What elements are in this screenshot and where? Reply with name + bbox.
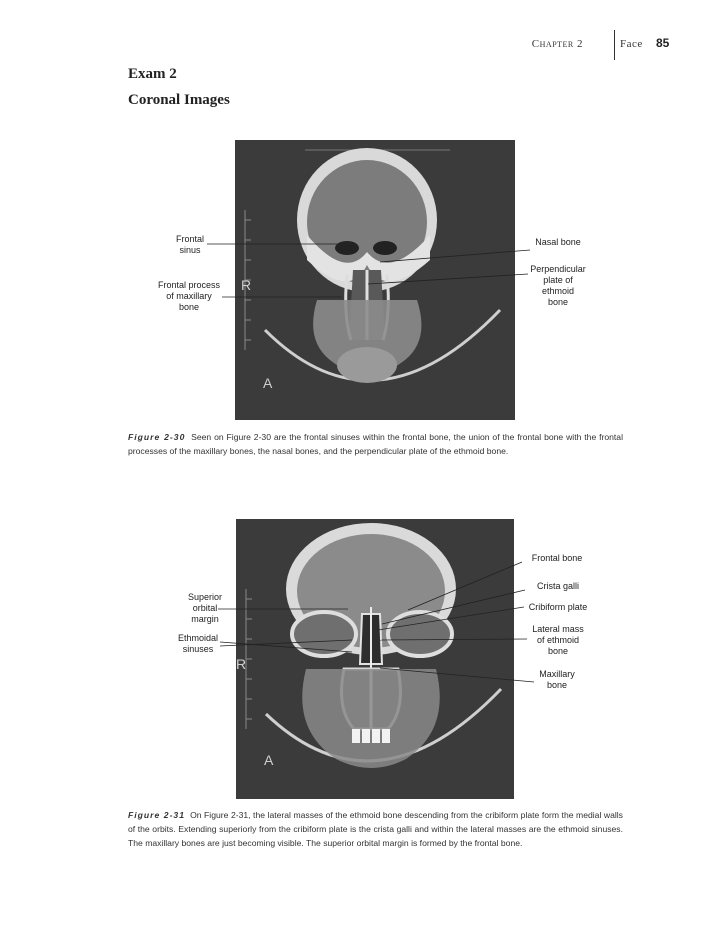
section-label: Face — [620, 38, 643, 50]
page-number: 85 — [656, 36, 670, 50]
label-frontal-bone: Frontal bone — [531, 553, 583, 563]
caption-figure-2-31 — [128, 808, 623, 850]
orientation-a: A — [263, 375, 273, 391]
label-frontal-process: Frontal process of maxillary bone — [157, 280, 221, 312]
label-ethmoidal-sinuses: Ethmoidal sinuses — [177, 633, 219, 654]
orientation-a: A — [264, 752, 274, 768]
label-lateral-mass: Lateral mass of ethmoid bone — [532, 624, 584, 656]
caption-text: On Figure 2-31, the lateral masses of the ethmoid bone descending from the cribiform plate form the medial walls of the orbits. Extending superiorly from the cribiform plate is the crista galli and within the lateral masses are the ethmoid sinuses. The maxillary bones are just becoming visible. The superior orbital margin is formed by the frontal bone. — [128, 810, 623, 848]
label-crista-galli: Crista galli — [536, 581, 579, 591]
label-cribiform-plate: Cribiform plate — [528, 602, 588, 612]
caption-label: Figure 2-30 — [128, 432, 186, 442]
label-frontal-sinus: Frontal sinus — [175, 234, 204, 255]
label-perpendicular-plate: Perpendicular plate of ethmoid bone — [530, 264, 586, 307]
label-nasal-bone: Nasal bone — [535, 237, 581, 247]
chapter-label: Chapter 2 — [531, 38, 583, 50]
section-title: Coronal Images — [128, 92, 230, 108]
caption-label: Figure 2-31 — [128, 810, 185, 820]
orientation-r: R — [241, 277, 252, 293]
label-maxillary-bone: Maxillary bone — [539, 669, 575, 690]
orientation-r: R — [236, 656, 247, 672]
caption-text: Seen on Figure 2-30 are the frontal sinuses within the frontal bone, the union of the frontal bone with the frontal processes of the maxillary bones, the nasal bones, and the perpendicular plate of the ethmoid bone. — [128, 432, 623, 456]
label-superior-orbital-margin: Superior orbital margin — [187, 592, 223, 624]
exam-title: Exam 2 — [128, 66, 177, 82]
